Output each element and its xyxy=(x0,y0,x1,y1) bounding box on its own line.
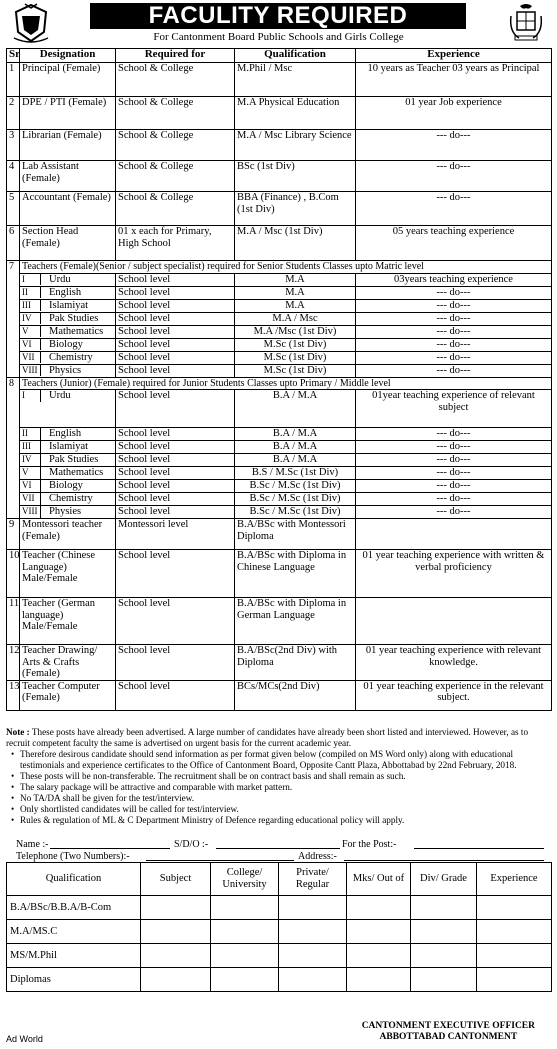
row-designation: Principal (Female) xyxy=(20,63,116,97)
subject-row xyxy=(7,299,552,312)
subject-number: VII xyxy=(20,493,41,505)
subject-number: VIII xyxy=(20,365,41,377)
section-sr: 7 xyxy=(7,261,20,378)
name-label: Name :- xyxy=(16,839,49,850)
subject-cell xyxy=(20,441,116,454)
subject-name: Pak Studies xyxy=(49,312,99,324)
row-qualification: M.A / Msc Library Science xyxy=(235,130,356,161)
vacancy-row xyxy=(7,63,552,97)
row-required-for: School & College xyxy=(116,63,235,97)
officer-title: CANTONMENT EXECUTIVE OFFICER xyxy=(361,1021,535,1031)
section-heading: Teachers (Junior) (Female) required for Junior Students Classes upto Primary / Middle level xyxy=(20,377,552,390)
subject-experience: --- do--- xyxy=(356,454,552,467)
app-qualification-cell: B.A/BSc/B.B.A/B-Com xyxy=(7,896,141,920)
subject-experience: --- do--- xyxy=(356,351,552,364)
app-input-cell[interactable] xyxy=(141,944,211,968)
subject-qualification: M.A xyxy=(235,273,356,286)
app-qualification-cell: M.A/MS.C xyxy=(7,920,141,944)
app-input-cell[interactable] xyxy=(411,896,477,920)
row-required-for: School & College xyxy=(116,97,235,130)
application-format-table xyxy=(6,862,552,992)
app-header-cell: Div/ Grade xyxy=(411,863,477,896)
app-row xyxy=(7,920,552,944)
subject-name: Urdu xyxy=(49,390,71,401)
app-qualification-cell: MS/M.Phil xyxy=(7,944,141,968)
app-input-cell[interactable] xyxy=(279,968,347,992)
row-experience: 05 years teaching experience xyxy=(356,226,552,261)
subject-level: School level xyxy=(116,286,235,299)
subject-number: II xyxy=(20,428,41,440)
app-input-cell[interactable] xyxy=(477,968,552,992)
subject-cell xyxy=(20,480,116,493)
row-designation: Accountant (Female) xyxy=(20,192,116,226)
app-header-cell: Private/ Regular xyxy=(279,863,347,896)
subject-row xyxy=(7,428,552,441)
subject-number: III xyxy=(20,441,41,453)
subject-experience: --- do--- xyxy=(356,286,552,299)
col-required: Required for xyxy=(116,49,235,63)
subject-number: V xyxy=(20,326,41,338)
subject-qualification: B.A / M.A xyxy=(235,428,356,441)
subject-number: I xyxy=(20,274,41,286)
vacancy-row xyxy=(7,598,552,645)
subject-name: Chemistry xyxy=(49,493,93,504)
app-header-cell: Experience xyxy=(477,863,552,896)
vacancy-row xyxy=(7,519,552,550)
subject-cell xyxy=(20,390,116,428)
app-input-cell[interactable] xyxy=(211,920,279,944)
app-input-cell[interactable] xyxy=(279,896,347,920)
address-label: Address:- xyxy=(298,851,337,862)
app-input-cell[interactable] xyxy=(347,968,411,992)
row-qualification: BBA (Finance) , B.Com (1st Div) xyxy=(235,192,356,226)
subject-level: School level xyxy=(116,428,235,441)
app-input-cell[interactable] xyxy=(411,968,477,992)
subject-number: V xyxy=(20,467,41,479)
telephone-label: Telephone (Two Numbers):- xyxy=(16,851,130,862)
post-line[interactable] xyxy=(414,839,544,849)
row-designation: Lab Assistant (Female) xyxy=(20,161,116,192)
app-qualification-cell: Diplomas xyxy=(7,968,141,992)
row-experience: 01 year teaching experience in the relevant subject. xyxy=(356,680,552,710)
app-input-cell[interactable] xyxy=(141,920,211,944)
subject-row xyxy=(7,493,552,506)
subject-level: School level xyxy=(116,493,235,506)
row-designation: Teacher (German language) Male/Female xyxy=(20,598,116,645)
row-experience: 01 year teaching experience with relevant knowledge. xyxy=(356,645,552,681)
app-input-cell[interactable] xyxy=(347,920,411,944)
row-required-for: School & College xyxy=(116,161,235,192)
row-qualification: B.A/BSc with Diploma in Chinese Language xyxy=(235,550,356,598)
subject-experience: --- do--- xyxy=(356,441,552,454)
subject-experience: --- do--- xyxy=(356,506,552,519)
subject-row xyxy=(7,325,552,338)
subject-name: Mathematics xyxy=(49,325,104,337)
vacancy-row xyxy=(7,680,552,710)
address-line[interactable] xyxy=(344,851,544,861)
subject-experience: --- do--- xyxy=(356,467,552,480)
subject-row xyxy=(7,351,552,364)
subject-cell xyxy=(20,312,116,325)
col-sr: Sr xyxy=(7,49,20,63)
row-sr: 3 xyxy=(7,130,20,161)
subject-cell xyxy=(20,338,116,351)
section-sr: 8 xyxy=(7,377,20,519)
row-required-for: School & College xyxy=(116,130,235,161)
vacancy-table xyxy=(6,48,552,711)
row-designation: Teacher Drawing/ Arts & Crafts (Female) xyxy=(20,645,116,681)
row-designation: Librarian (Female) xyxy=(20,130,116,161)
app-input-cell[interactable] xyxy=(411,920,477,944)
app-header-cell: College/ University xyxy=(211,863,279,896)
row-designation: Teacher Computer (Female) xyxy=(20,680,116,710)
subject-cell xyxy=(20,428,116,441)
subject-name: Biology xyxy=(49,480,83,491)
subject-number: IV xyxy=(20,454,41,466)
emblem-logo-icon xyxy=(505,2,547,44)
row-qualification: B.A/BSc with Diploma in German Language xyxy=(235,598,356,645)
row-experience: 01 year Job experience xyxy=(356,97,552,130)
subject-name: English xyxy=(49,286,82,298)
subject-cell xyxy=(20,351,116,364)
subject-experience: --- do--- xyxy=(356,364,552,377)
row-required-for: 01 x each for Primary, High School xyxy=(116,226,235,261)
app-input-cell[interactable] xyxy=(141,968,211,992)
subject-experience: --- do--- xyxy=(356,480,552,493)
subject-name: Islamiyat xyxy=(49,299,89,311)
row-qualification: B.A/BSc with Montessori Diploma xyxy=(235,519,356,550)
subject-qualification: B.A / M.A xyxy=(235,441,356,454)
subject-row xyxy=(7,467,552,480)
row-experience xyxy=(356,519,552,550)
subject-number: III xyxy=(20,300,41,312)
note-item: • Rules & regulation of ML & C Department Ministry of Defence regarding educational policy will apply. xyxy=(6,815,552,826)
name-line[interactable] xyxy=(50,839,170,849)
note-item: • The salary package will be attractive and comparable with market pattern. xyxy=(6,782,552,793)
subject-level: School level xyxy=(116,273,235,286)
page-title: FACULITY REQUIRED xyxy=(90,3,466,29)
subject-number: VII xyxy=(20,352,41,364)
app-input-cell[interactable] xyxy=(347,896,411,920)
row-qualification: BSc (1st Div) xyxy=(235,161,356,192)
telephone-line[interactable] xyxy=(146,851,294,861)
subject-row xyxy=(7,480,552,493)
subject-qualification: M.A /Msc (1st Div) xyxy=(235,325,356,338)
app-input-cell[interactable] xyxy=(211,968,279,992)
subject-level: School level xyxy=(116,390,235,428)
col-qualification: Qualification xyxy=(235,49,356,63)
row-sr: 13 xyxy=(7,680,20,710)
subject-name: Physics xyxy=(49,364,82,376)
row-sr: 12 xyxy=(7,645,20,681)
subject-qualification: M.A xyxy=(235,299,356,312)
subject-qualification: B.A / M.A xyxy=(235,454,356,467)
note-label: Note : xyxy=(6,727,30,737)
subject-level: School level xyxy=(116,299,235,312)
subject-cell xyxy=(20,493,116,506)
subject-experience: --- do--- xyxy=(356,493,552,506)
app-input-cell[interactable] xyxy=(477,920,552,944)
publisher-credit: Ad World xyxy=(6,1034,43,1044)
subject-name: Pak Studies xyxy=(49,454,99,465)
subject-row xyxy=(7,338,552,351)
subject-name: Physies xyxy=(49,506,82,517)
app-row xyxy=(7,944,552,968)
row-experience: --- do--- xyxy=(356,161,552,192)
subject-cell xyxy=(20,273,116,286)
subject-cell xyxy=(20,325,116,338)
subject-level: School level xyxy=(116,351,235,364)
page-subtitle: For Cantonment Board Public Schools and Girls College xyxy=(153,31,404,43)
app-row xyxy=(7,968,552,992)
subject-level: School level xyxy=(116,338,235,351)
applicant-form xyxy=(6,839,552,863)
row-sr: 11 xyxy=(7,598,20,645)
subject-number: VI xyxy=(20,480,41,492)
row-sr: 10 xyxy=(7,550,20,598)
row-experience: 10 years as Teacher 03 years as Principal xyxy=(356,63,552,97)
subject-row xyxy=(7,441,552,454)
app-input-cell[interactable] xyxy=(279,944,347,968)
subject-level: School level xyxy=(116,454,235,467)
subject-level: School level xyxy=(116,364,235,377)
subject-experience: --- do--- xyxy=(356,325,552,338)
subject-experience: --- do--- xyxy=(356,338,552,351)
issuing-authority xyxy=(362,1021,535,1043)
subject-level: School level xyxy=(116,467,235,480)
subject-qualification: M.A xyxy=(235,286,356,299)
row-required-for: School level xyxy=(116,550,235,598)
subject-row xyxy=(7,506,552,519)
app-header-cell: Subject xyxy=(141,863,211,896)
office-place: ABBOTTABAD CANTONMENT xyxy=(379,1032,518,1042)
app-input-cell[interactable] xyxy=(477,944,552,968)
row-required-for: School & College xyxy=(116,192,235,226)
row-qualification: BCs/MCs(2nd Div) xyxy=(235,680,356,710)
row-qualification: M.A / Msc (1st Div) xyxy=(235,226,356,261)
row-experience: --- do--- xyxy=(356,130,552,161)
subject-qualification: B.S / M.Sc (1st Div) xyxy=(235,467,356,480)
app-input-cell[interactable] xyxy=(211,944,279,968)
subject-row xyxy=(7,312,552,325)
row-designation: Teacher (Chinese Language) Male/Female xyxy=(20,550,116,598)
subject-qualification: B.Sc / M.Sc (1st Div) xyxy=(235,480,356,493)
vacancy-row xyxy=(7,226,552,261)
sdo-line[interactable] xyxy=(216,839,340,849)
subject-cell xyxy=(20,364,116,377)
note-item: • These posts will be non-transferable. The recruitment shall be on contract basis and shall remain as such. xyxy=(6,771,552,782)
subject-level: School level xyxy=(116,506,235,519)
subject-level: School level xyxy=(116,441,235,454)
row-experience: 01 year teaching experience with written & verbal proficiency xyxy=(356,550,552,598)
note-item: • Therefore desirous candidate should send information as per format given below (compiled on MS Word only) along with educational testimonials and experience certificates to the Office of Cantonment Board, Opposite Cantt Plaza, Abbottabad by 22nd February, 2018. xyxy=(6,749,552,771)
row-required-for: School level xyxy=(116,598,235,645)
subject-number: IV xyxy=(20,313,41,325)
col-experience: Experience xyxy=(356,49,552,63)
subject-number: I xyxy=(20,390,41,402)
note-item: • No TA/DA shall be given for the test/interview. xyxy=(6,793,552,804)
row-required-for: School level xyxy=(116,680,235,710)
subject-qualification: M.Sc (1st Div) xyxy=(235,364,356,377)
app-input-cell[interactable] xyxy=(141,896,211,920)
subject-row xyxy=(7,273,552,286)
subject-name: English xyxy=(49,428,82,439)
subject-level: School level xyxy=(116,325,235,338)
subject-row xyxy=(7,454,552,467)
row-sr: 9 xyxy=(7,519,20,550)
subject-row xyxy=(7,286,552,299)
subject-experience: 01year teaching experience of relevant subject xyxy=(356,390,552,428)
vacancy-row xyxy=(7,130,552,161)
subject-experience: --- do--- xyxy=(356,312,552,325)
vacancy-row xyxy=(7,161,552,192)
app-input-cell[interactable] xyxy=(411,944,477,968)
subject-experience: 03years teaching experience xyxy=(356,273,552,286)
row-designation: Section Head (Female) xyxy=(20,226,116,261)
subject-qualification: B.Sc / M.Sc (1st Div) xyxy=(235,493,356,506)
vacancy-row xyxy=(7,550,552,598)
vacancy-row xyxy=(7,645,552,681)
note-item: • Only shortlisted candidates will be called for test/interview. xyxy=(6,804,552,815)
row-sr: 4 xyxy=(7,161,20,192)
row-sr: 5 xyxy=(7,192,20,226)
col-designation: Designation xyxy=(20,49,116,63)
row-qualification: B.A/BSc(2nd Div) with Diploma xyxy=(235,645,356,681)
subject-cell xyxy=(20,467,116,480)
subject-cell xyxy=(20,299,116,312)
subject-row xyxy=(7,364,552,377)
row-designation: DPE / PTI (Female) xyxy=(20,97,116,130)
app-input-cell[interactable] xyxy=(477,896,552,920)
row-qualification: M.Phil / Msc xyxy=(235,63,356,97)
subject-qualification: M.Sc (1st Div) xyxy=(235,338,356,351)
subject-cell xyxy=(20,506,116,519)
post-label: For the Post:- xyxy=(342,839,397,850)
subject-qualification: M.Sc (1st Div) xyxy=(235,351,356,364)
row-required-for: School level xyxy=(116,645,235,681)
row-experience: --- do--- xyxy=(356,192,552,226)
row-qualification: M.A Physical Education xyxy=(235,97,356,130)
subject-number: II xyxy=(20,287,41,299)
row-experience xyxy=(356,598,552,645)
subject-cell xyxy=(20,286,116,299)
subject-name: Islamiyat xyxy=(49,441,89,452)
subject-level: School level xyxy=(116,480,235,493)
row-sr: 6 xyxy=(7,226,20,261)
row-designation: Montessori teacher (Female) xyxy=(20,519,116,550)
subject-level: School level xyxy=(116,312,235,325)
app-input-cell[interactable] xyxy=(279,920,347,944)
app-input-cell[interactable] xyxy=(211,896,279,920)
subject-name: Biology xyxy=(49,338,83,350)
vacancy-row xyxy=(7,192,552,226)
section-heading: Teachers (Female)(Senior / subject specialist) required for Senior Students Classes upto Matric level xyxy=(20,261,552,274)
sdo-label: S/D/O :- xyxy=(174,839,209,850)
subject-experience: --- do--- xyxy=(356,299,552,312)
subject-number: VIII xyxy=(20,506,41,518)
app-row xyxy=(7,896,552,920)
row-sr: 1 xyxy=(7,63,20,97)
subject-experience: --- do--- xyxy=(356,428,552,441)
subject-name: Urdu xyxy=(49,273,71,285)
subject-name: Mathematics xyxy=(49,467,104,478)
row-required-for: Montessori level xyxy=(116,519,235,550)
app-input-cell[interactable] xyxy=(347,944,411,968)
row-sr: 2 xyxy=(7,97,20,130)
app-header-cell: Mks/ Out of xyxy=(347,863,411,896)
subject-cell xyxy=(20,454,116,467)
subject-name: Chemistry xyxy=(49,351,93,363)
notes xyxy=(6,727,552,826)
app-header-cell: Qualification xyxy=(7,863,141,896)
subject-row xyxy=(7,390,552,428)
vacancy-row xyxy=(7,97,552,130)
subject-qualification: B.A / M.A xyxy=(235,390,356,428)
subject-qualification: B.Sc / M.Sc (1st Div) xyxy=(235,506,356,519)
subject-qualification: M.A / Msc xyxy=(235,312,356,325)
note-intro: These posts have already been advertised. A large number of candidates have already been short listed and interviewed. However, as to recruit competent faculty the same is advertised on urgent basis for the current academic year. xyxy=(6,727,529,748)
header xyxy=(0,0,557,52)
subject-number: VI xyxy=(20,339,41,351)
